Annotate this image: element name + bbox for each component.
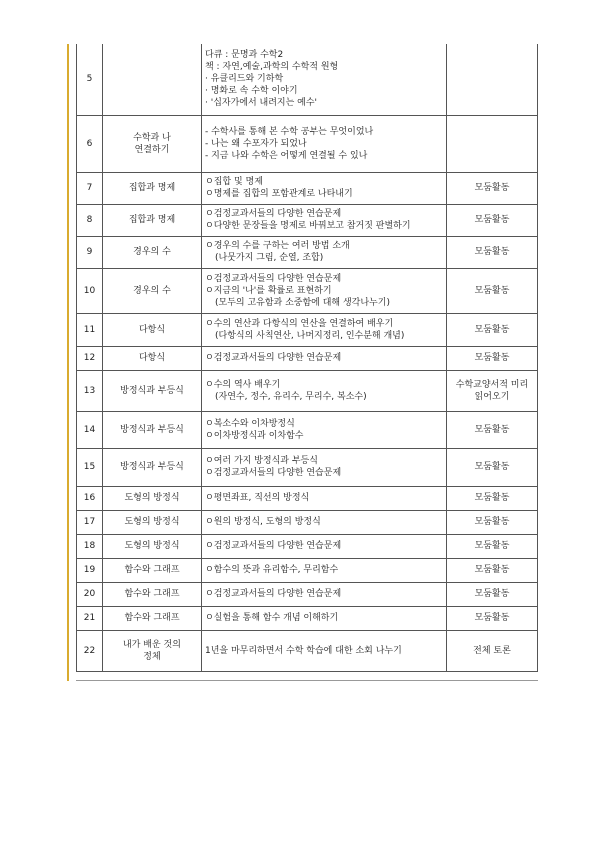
lesson-number: 22 (77, 630, 103, 671)
table-row (77, 486, 538, 510)
lesson-activity: 모둠활동 (447, 510, 538, 534)
lesson-topic: 도형의 방정식 (103, 534, 202, 558)
table-row (77, 346, 538, 370)
lesson-topic: 도형의 방정식 (103, 510, 202, 534)
lesson-content: ㅇ원의 방정식, 도형의 방정식 (202, 510, 447, 534)
lesson-topic (103, 44, 202, 115)
lesson-content: ㅇ검정교과서들의 다양한 연습문제 (202, 346, 447, 370)
lesson-content: 다큐 : 문명과 수학2 책 : 자연,예술,과학의 수학적 원형 · 유클리드와 기하학 · 명화로 속 수학 이야기 · '십자가에서 내려지는 예수' (202, 44, 447, 115)
lesson-topic: 함수와 그래프 (103, 558, 202, 582)
lesson-content: ㅇ복소수와 이차방정식 ㅇ이차방정식과 이차함수 (202, 411, 447, 448)
lesson-content: ㅇ수의 연산과 다항식의 연산을 연결하여 배우기 (다항식의 사칙연산, 나머지정리, 인수분해 개념) (202, 313, 447, 346)
lesson-number: 20 (77, 582, 103, 606)
lesson-number: 7 (77, 172, 103, 204)
table-row (77, 534, 538, 558)
lesson-number: 21 (77, 606, 103, 630)
lesson-topic: 집합과 명제 (103, 172, 202, 204)
lesson-content: ㅇ수의 역사 배우기 (자연수, 정수, 유리수, 무리수, 복소수) (202, 370, 447, 411)
table-row (77, 370, 538, 411)
lesson-number: 10 (77, 268, 103, 313)
lesson-activity (447, 115, 538, 172)
table-row (77, 44, 538, 115)
table-row (77, 510, 538, 534)
lesson-number: 6 (77, 115, 103, 172)
lesson-topic: 방정식과 부등식 (103, 411, 202, 448)
lesson-content: ㅇ검정교과서들의 다양한 연습문제 ㅇ지금의 '나'를 확률로 표현하기 (모두의 고유함과 소중함에 대해 생각나누기) (202, 268, 447, 313)
curriculum-table (76, 44, 538, 672)
table-row (77, 630, 538, 671)
table-row (77, 172, 538, 204)
table-row (77, 411, 538, 448)
table-bottom-rule (76, 680, 538, 681)
lesson-number: 17 (77, 510, 103, 534)
lesson-topic: 다항식 (103, 313, 202, 346)
lesson-number: 14 (77, 411, 103, 448)
lesson-content: ㅇ검정교과서들의 다양한 연습문제 ㅇ다양한 문장들을 명제로 바꿔보고 참거짓 판별하기 (202, 204, 447, 236)
lesson-number: 5 (77, 44, 103, 115)
lesson-topic: 방정식과 부등식 (103, 370, 202, 411)
lesson-activity: 모둠활동 (447, 582, 538, 606)
lesson-number: 16 (77, 486, 103, 510)
lesson-activity: 모둠활동 (447, 606, 538, 630)
lesson-topic: 경우의 수 (103, 268, 202, 313)
lesson-activity: 모둠활동 (447, 411, 538, 448)
lesson-topic: 함수와 그래프 (103, 606, 202, 630)
lesson-activity: 모둠활동 (447, 172, 538, 204)
lesson-activity: 모둠활동 (447, 313, 538, 346)
table-row (77, 236, 538, 268)
lesson-activity: 모둠활동 (447, 268, 538, 313)
lesson-number: 13 (77, 370, 103, 411)
lesson-content: ㅇ실험을 통해 함수 개념 이해하기 (202, 606, 447, 630)
lesson-activity: 전체 토론 (447, 630, 538, 671)
lesson-topic: 내가 배운 것의 정체 (103, 630, 202, 671)
lesson-number: 11 (77, 313, 103, 346)
lesson-activity: 모둠활동 (447, 204, 538, 236)
lesson-topic: 경우의 수 (103, 236, 202, 268)
lesson-content: ㅇ평면좌표, 직선의 방정식 (202, 486, 447, 510)
lesson-activity: 모둠활동 (447, 558, 538, 582)
table-row (77, 582, 538, 606)
table-row (77, 558, 538, 582)
lesson-topic: 함수와 그래프 (103, 582, 202, 606)
lesson-number: 15 (77, 448, 103, 486)
lesson-number: 12 (77, 346, 103, 370)
lesson-content: ㅇ경우의 수를 구하는 여러 방법 소개 (나뭇가지 그림, 순열, 조합) (202, 236, 447, 268)
lesson-number: 19 (77, 558, 103, 582)
lesson-activity (447, 44, 538, 115)
lesson-activity: 모둠활동 (447, 448, 538, 486)
lesson-activity: 수학교양서적 미리 읽어오기 (447, 370, 538, 411)
table-row (77, 313, 538, 346)
lesson-topic: 수학과 나 연결하기 (103, 115, 202, 172)
left-margin-rule (67, 44, 69, 681)
lesson-content: ㅇ함수의 뜻과 유리함수, 무리함수 (202, 558, 447, 582)
lesson-number: 9 (77, 236, 103, 268)
lesson-number: 8 (77, 204, 103, 236)
lesson-content: - 수학사를 통해 본 수학 공부는 무엇이었나 - 나는 왜 수포자가 되었나 - 지금 나와 수학은 어떻게 연결될 수 있나 (202, 115, 447, 172)
table-row (77, 115, 538, 172)
lesson-content: ㅇ검정교과서들의 다양한 연습문제 (202, 534, 447, 558)
table-row (77, 606, 538, 630)
lesson-activity: 모둠활동 (447, 486, 538, 510)
lesson-topic: 집합과 명제 (103, 204, 202, 236)
lesson-content: ㅇ집합 및 명제 ㅇ명제를 집합의 포함관계로 나타내기 (202, 172, 447, 204)
lesson-topic: 도형의 방정식 (103, 486, 202, 510)
lesson-content: ㅇ검정교과서들의 다양한 연습문제 (202, 582, 447, 606)
lesson-activity: 모둠활동 (447, 534, 538, 558)
table-row (77, 204, 538, 236)
table-row (77, 448, 538, 486)
lesson-content: 1년을 마무리하면서 수학 학습에 대한 소회 나누기 (202, 630, 447, 671)
lesson-content: ㅇ여러 가지 방정식과 부등식 ㅇ검정교과서들의 다양한 연습문제 (202, 448, 447, 486)
lesson-activity: 모둠활동 (447, 236, 538, 268)
lesson-topic: 방정식과 부등식 (103, 448, 202, 486)
lesson-activity: 모둠활동 (447, 346, 538, 370)
lesson-number: 18 (77, 534, 103, 558)
table-row (77, 268, 538, 313)
lesson-topic: 다항식 (103, 346, 202, 370)
